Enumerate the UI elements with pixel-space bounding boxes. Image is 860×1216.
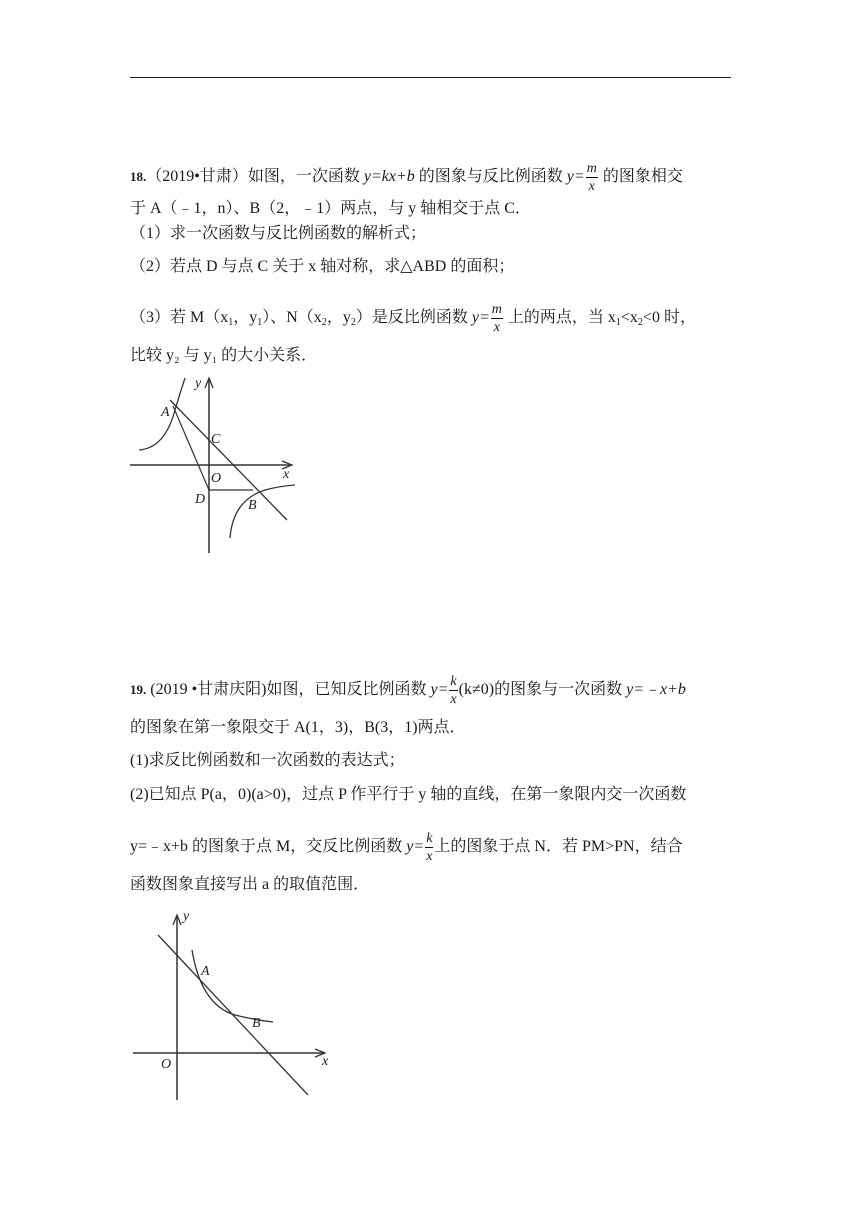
q19-fraction xyxy=(449,673,457,708)
q19-fig-label-A: A xyxy=(201,964,210,979)
q18-fig-label-D: D xyxy=(195,492,206,507)
q18-inverse-lhs: y= xyxy=(566,168,585,186)
q19-frac-den: x xyxy=(426,849,433,864)
q18-text: （3）若 M（x xyxy=(130,309,229,327)
q19-inverse-lhs: y= xyxy=(406,838,425,856)
q18-fig-label-B: B xyxy=(248,498,257,513)
q18-linear-formula: y=kx+b xyxy=(363,168,415,186)
q18-text: （2019•甘肃）如图，一次函数 xyxy=(146,168,364,186)
q19-fig-label-y: y xyxy=(183,909,190,924)
q18-fig-label-x: x xyxy=(283,467,290,482)
q19-line-6: 函数图象直接写出 a 的取值范围． xyxy=(130,876,370,893)
q19-text: y=﹣x+b 的图象于点 M，交反比例函数 xyxy=(130,838,407,856)
q19-line-4: (2)已知点 P(a，0)(a>0)，过点 P 作平行于 y 轴的直线，在第一象限内交一次函数 xyxy=(130,786,687,803)
q18-figure xyxy=(125,370,305,560)
q18-fig-label-O: O xyxy=(211,471,222,486)
q19-text: 上的图象于点 N．若 PM>PN，结合 xyxy=(434,838,683,856)
q18-text: 的图象相交 xyxy=(598,168,683,186)
q18-frac-den: x xyxy=(493,320,500,335)
q19-line-3: (1)求反比例函数和一次函数的表达式； xyxy=(130,752,405,769)
q18-inverse-lhs: y= xyxy=(471,309,490,327)
q19-fig-label-x: x xyxy=(322,1054,329,1069)
q19-number: 19. xyxy=(130,682,147,698)
q18-line-5: （3）若 $M(x_1$，$y_1$）、$N(x_2$，$y_2$）是反比例函数 y= $\frac{m}{x}$ 上的两点，当 $x_1<x_2<0$ 时， xyxy=(130,302,696,335)
q19-fraction-2 xyxy=(425,830,433,865)
q19-frac-num: k xyxy=(426,831,433,846)
q19-frac-num: k xyxy=(450,674,457,689)
q19-fig-label-B: B xyxy=(252,1016,261,1031)
q19-frac-den: x xyxy=(450,692,457,707)
q18-text: 的图象与反比例函数 xyxy=(414,168,567,186)
q18-fig-label-C: C xyxy=(211,432,221,447)
q18-text: ，y xyxy=(326,309,351,327)
q18-text: 上的两点，当 x xyxy=(503,309,616,327)
q18-frac-den: x xyxy=(588,179,595,194)
q19-text: (k≠0)的图象与一次函数 xyxy=(458,681,627,699)
q19-figure xyxy=(125,905,345,1105)
q18-text: ，y xyxy=(233,309,258,327)
q18-fraction xyxy=(586,160,598,195)
q19-linear-formula: y=﹣x+b xyxy=(626,681,686,699)
q18-text: <0 时， xyxy=(642,309,696,327)
q18-frac-num: m xyxy=(586,161,597,176)
q19-text: (2019 •甘肃庆阳)如图，已知反比例函数 xyxy=(146,681,431,699)
q18-fraction-2 xyxy=(491,301,503,336)
q18-line-3: （1）求一次函数与反比例函数的解析式； xyxy=(130,225,427,242)
q18-line-4: （2）若点 D 与点 C 关于 x 轴对称，求△ABD 的面积； xyxy=(130,258,515,275)
q19-fig-label-O: O xyxy=(161,1057,172,1072)
q18-fig-label-A: A xyxy=(161,405,170,420)
q19-inverse-lhs: y= xyxy=(430,681,449,699)
q18-line-1 xyxy=(130,160,683,195)
q18-line-2: 于 A（﹣1，n）、B（2，﹣1）两点，与 y 轴相交于点 C． xyxy=(130,200,531,217)
q18-frac-num: m xyxy=(491,302,502,317)
q18-text: ）是反比例函数 xyxy=(355,309,472,327)
q18-text: ）、N（x xyxy=(262,309,322,327)
header-rule xyxy=(130,77,731,78)
q18-fig-label-y: y xyxy=(195,376,202,391)
q18-line-6: 比较 y₂ 与 y₁ 的大小关系． xyxy=(130,347,318,364)
q19-line-5 xyxy=(130,830,683,865)
q18-text: <x xyxy=(620,309,638,327)
q19-line-2: 的图象在第一象限交于 A(1，3)，B(3，1)两点． xyxy=(130,719,466,736)
q19-line-1 xyxy=(130,673,686,708)
q18-number: 18. xyxy=(130,169,147,185)
